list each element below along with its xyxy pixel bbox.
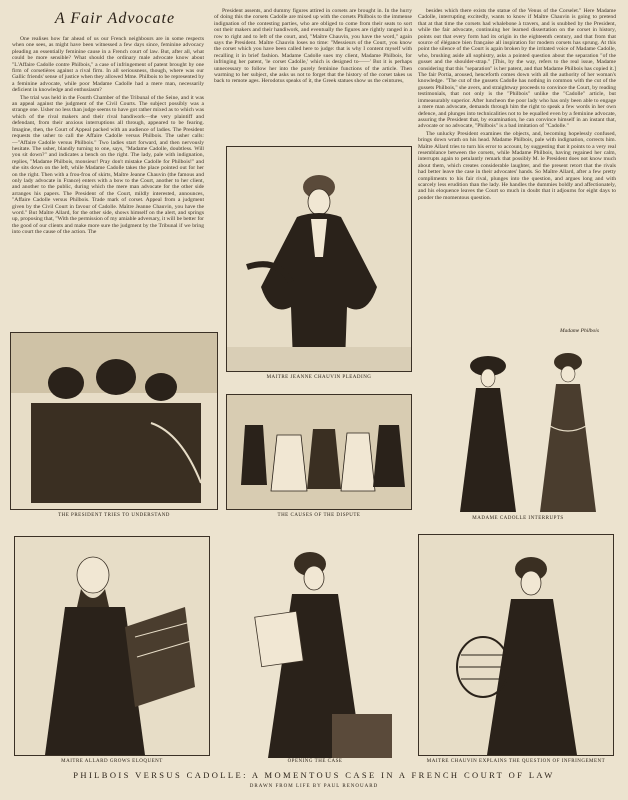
illustration-corsets [226, 394, 412, 510]
caption-cadolle: MADAME CADOLLE INTERRUPTS [472, 516, 564, 521]
illustrator-credit: DRAWN FROM LIFE BY PAUL RENOUARD [249, 784, 379, 789]
caption-corsets: THE CAUSES OF THE DISPUTE [277, 513, 361, 518]
illustration-opening [222, 534, 408, 758]
advocate-figure-drawing [227, 147, 411, 371]
illustration-allard [14, 536, 210, 756]
text-column-2 [214, 8, 412, 138]
page-headline: PHILBOIS VERSUS CADOLLE: A MOMENTOUS CASE IN A FRENCH COURT OF LAW [73, 770, 555, 780]
label-madame-philbois: Madame Philbois [560, 328, 599, 334]
text-column-1 [12, 36, 204, 328]
caption-explains: MAITRE CHAUVIN EXPLAINS THE QUESTION OF INFRINGEMENT [426, 759, 606, 764]
caption-opening: OPENING THE CASE [287, 759, 343, 764]
illustration-cadolle [418, 336, 618, 512]
text-column-3 [418, 8, 616, 328]
corset-dummies-drawing [227, 395, 411, 509]
illustration-president [10, 332, 218, 510]
illustration-explains [418, 534, 614, 756]
court-bench-drawing [11, 333, 217, 509]
illustration-pleading [226, 146, 412, 372]
allard-figure-drawing [15, 537, 209, 755]
advocate-with-corset-drawing [419, 535, 613, 755]
advocate-reading-drawing [222, 534, 408, 758]
paragraph: The unlucky President examines the objects, and, becoming hopelessly confused, brings down wrath on his head. Madame Philbois, pale with indignation, corrects him. Maître Allard tries to turn his error to account, by suggesting that it points to a very real resemblance between the corsets, while Madame Philbois, having regained her calm, interrupts again to petulantly remark that possibly M. le President does not know much about them, which creates considerable laughter, and the present retort that the rivals had better leave the case in their advocates' hands. So Maître Allard, after a few pretty compliments to his fair rival, plunges into the question, and argues long and with scarcely less erudition than the lady. He handles the dummies boldly and affectionately, and his eloquence leaves the Court so much in doubt that it adjourns for eight days to ponder the momentous question. [418, 130, 616, 201]
caption-president: THE PRESIDENT TRIES TO UNDERSTAND [58, 513, 170, 518]
paragraph: One realises how far ahead of us our French neighbours are in some respects when one sees, as might have been witnessed a few days since, feminine advocacy pleading an essentially feminine cause in a French court of law. But, after all, what could be more sensible? What should the ordinary male advocate know about "L'Affaire Cadolle contre Philbois," a case of infringement of patent brought by one firm of corsetières against a rival firm. In all seriousness, though, where was our Gallic friends' sense of justice when they allowed Mme. Philbois to be represented by a feminine advocate, while poor Madame Cadolle had a mere man, necessarily deficient in knowledge and enthusiasm? [12, 36, 204, 94]
caption-allard: MAITRE ALLARD GROWS ELOQUENT [61, 759, 163, 764]
paragraph: President assents, and dummy figures attired in corsets are brought in. In the hurry of doing this the corsets Cadolle are mixed up with the corsets Philbois to the immense indignation of the contesting parties, who are obliged to come from their seats to sort out their makers and their handiwork, and eventually the figures are rightly ranged in a row to right and to left of the court, and, "Maître Chauvin, you have the word," again says the President. Maître Chauvin loses no time: "Messieurs of the Court, you know the corset which you have been called here to judge: that is why I content myself with recalling it in brief fashion. Madame Cadolle sues my client, Madame Philbois, for infringing her patent, 'le corset Cadolle,' which is designed to——' But it is perhaps unnecessary to follow her into the purely feminine functions of the article. Then warming to her subject, she asks us not to forget that the history of the corset takes us back to remote ages. Herodotus speaks of it, the Greek statues show us the ceintures, [214, 8, 412, 85]
lady-figure-drawing [418, 336, 618, 512]
article-title: A Fair Advocate [54, 10, 176, 27]
paragraph: besides which there exists the statue of the Venus of the Corselet." Here Madame Cadolle, interrupting excitedly, wants to know if Maître Chauvin is going to pretend that at that time the corsets had whalebone à travers, and is snubbed by the President, while the fair advocate, continuing her learned dissertation on the corset in history, points out that every form had its origin in the eighteenth century, and that from that source of élégance bien française all inspiration for modern corsets has sprung. At this point the silence of the Court is again broken by the irritated voice of Madame Cadolle, who, brushing aside all sophistry, asks a pointed question about the separation "of the gusset and the shoulder-strap." [This, by the way, refers to the real issue, Madame considering that this "separation" is her patent, and that Madame Philbois has copied it.] The fair Portia, aroused, henceforth comes down with all the authority of her woman's knowledge. "The cut of the gussets Cadolle has nothing in common with the cut of the gussets Philbois," she avers, and straightway proceeds to convince the Court, by reading testimonials, that not only is the "Philbois" unlike the "Cadolle" article, but immeasurably superior. After luncheon the poor lady who has only been able to engage a mere man advocate, demands through him the right to speak a few words in her own defence, and plunges into technicalities not to be equalled even by a feminine advocate, assuring the President that, by examination, he can convince himself in an instant that, advocate or no advocate, "Philbois" is a bad imitation of "Cadolle." [418, 8, 616, 130]
paragraph: The trial was held in the Fourth Chamber of the Tribunal of the Seine, and it was an appeal against the judgment of the Civil Courts. The subject possibly was a strange one. Usher no less than judge seems to have got rather mixed as to which was which of the rival makers and their rival handiwork—the very plaintiff and defendant, from their anxious interruptions all through, appeared to be fearing. Imagine, then, the Court of Appeal packed with an audience of ladies. The President requests the usher to call the Affaire Cadolle versus Philbois. The usher calls:—"Affaire Cadolle versus Philbois." Two ladies start forward, and then nervously hesitate. The usher, blandly turning to one, says, "Madame Cadolle, doubtless. Will you sit down?" and indicates a bench on the right. The lady, pale with indignation, replies, "Madame Philbois, monsieur! Pray don't mistake Cadolle for Philbois!" and she sits down on the left, while Madame Cadolle takes the place pointed out for her on the right. Then with a frou-frou of skirts, Maître Jeanne Chauvin (the famous and only lady advocate in France) enters with a bow to the Court, another to her client, and another to the public, during which the mere man advocate for the other side arranges his papers. The President of the Court, mildly interested, announces, "Affaire Cadolle versus Philbois. Trade mark of corset. Appeal from a judgment given by the Civil Court in favour of Cadolle. Maître Jeanne Chauvin, you have the word." But Maître Allard, for the other side, shows himself on the alert, and springs up, proposing that, "With the permission of my amiable adversary, it will be better for the good of our clients and make more sure the judgment by the Tribunal if we bring into court the cause of the action. The [12, 94, 204, 236]
caption-pleading: MAITRE JEANNE CHAUVIN PLEADING [266, 375, 372, 380]
